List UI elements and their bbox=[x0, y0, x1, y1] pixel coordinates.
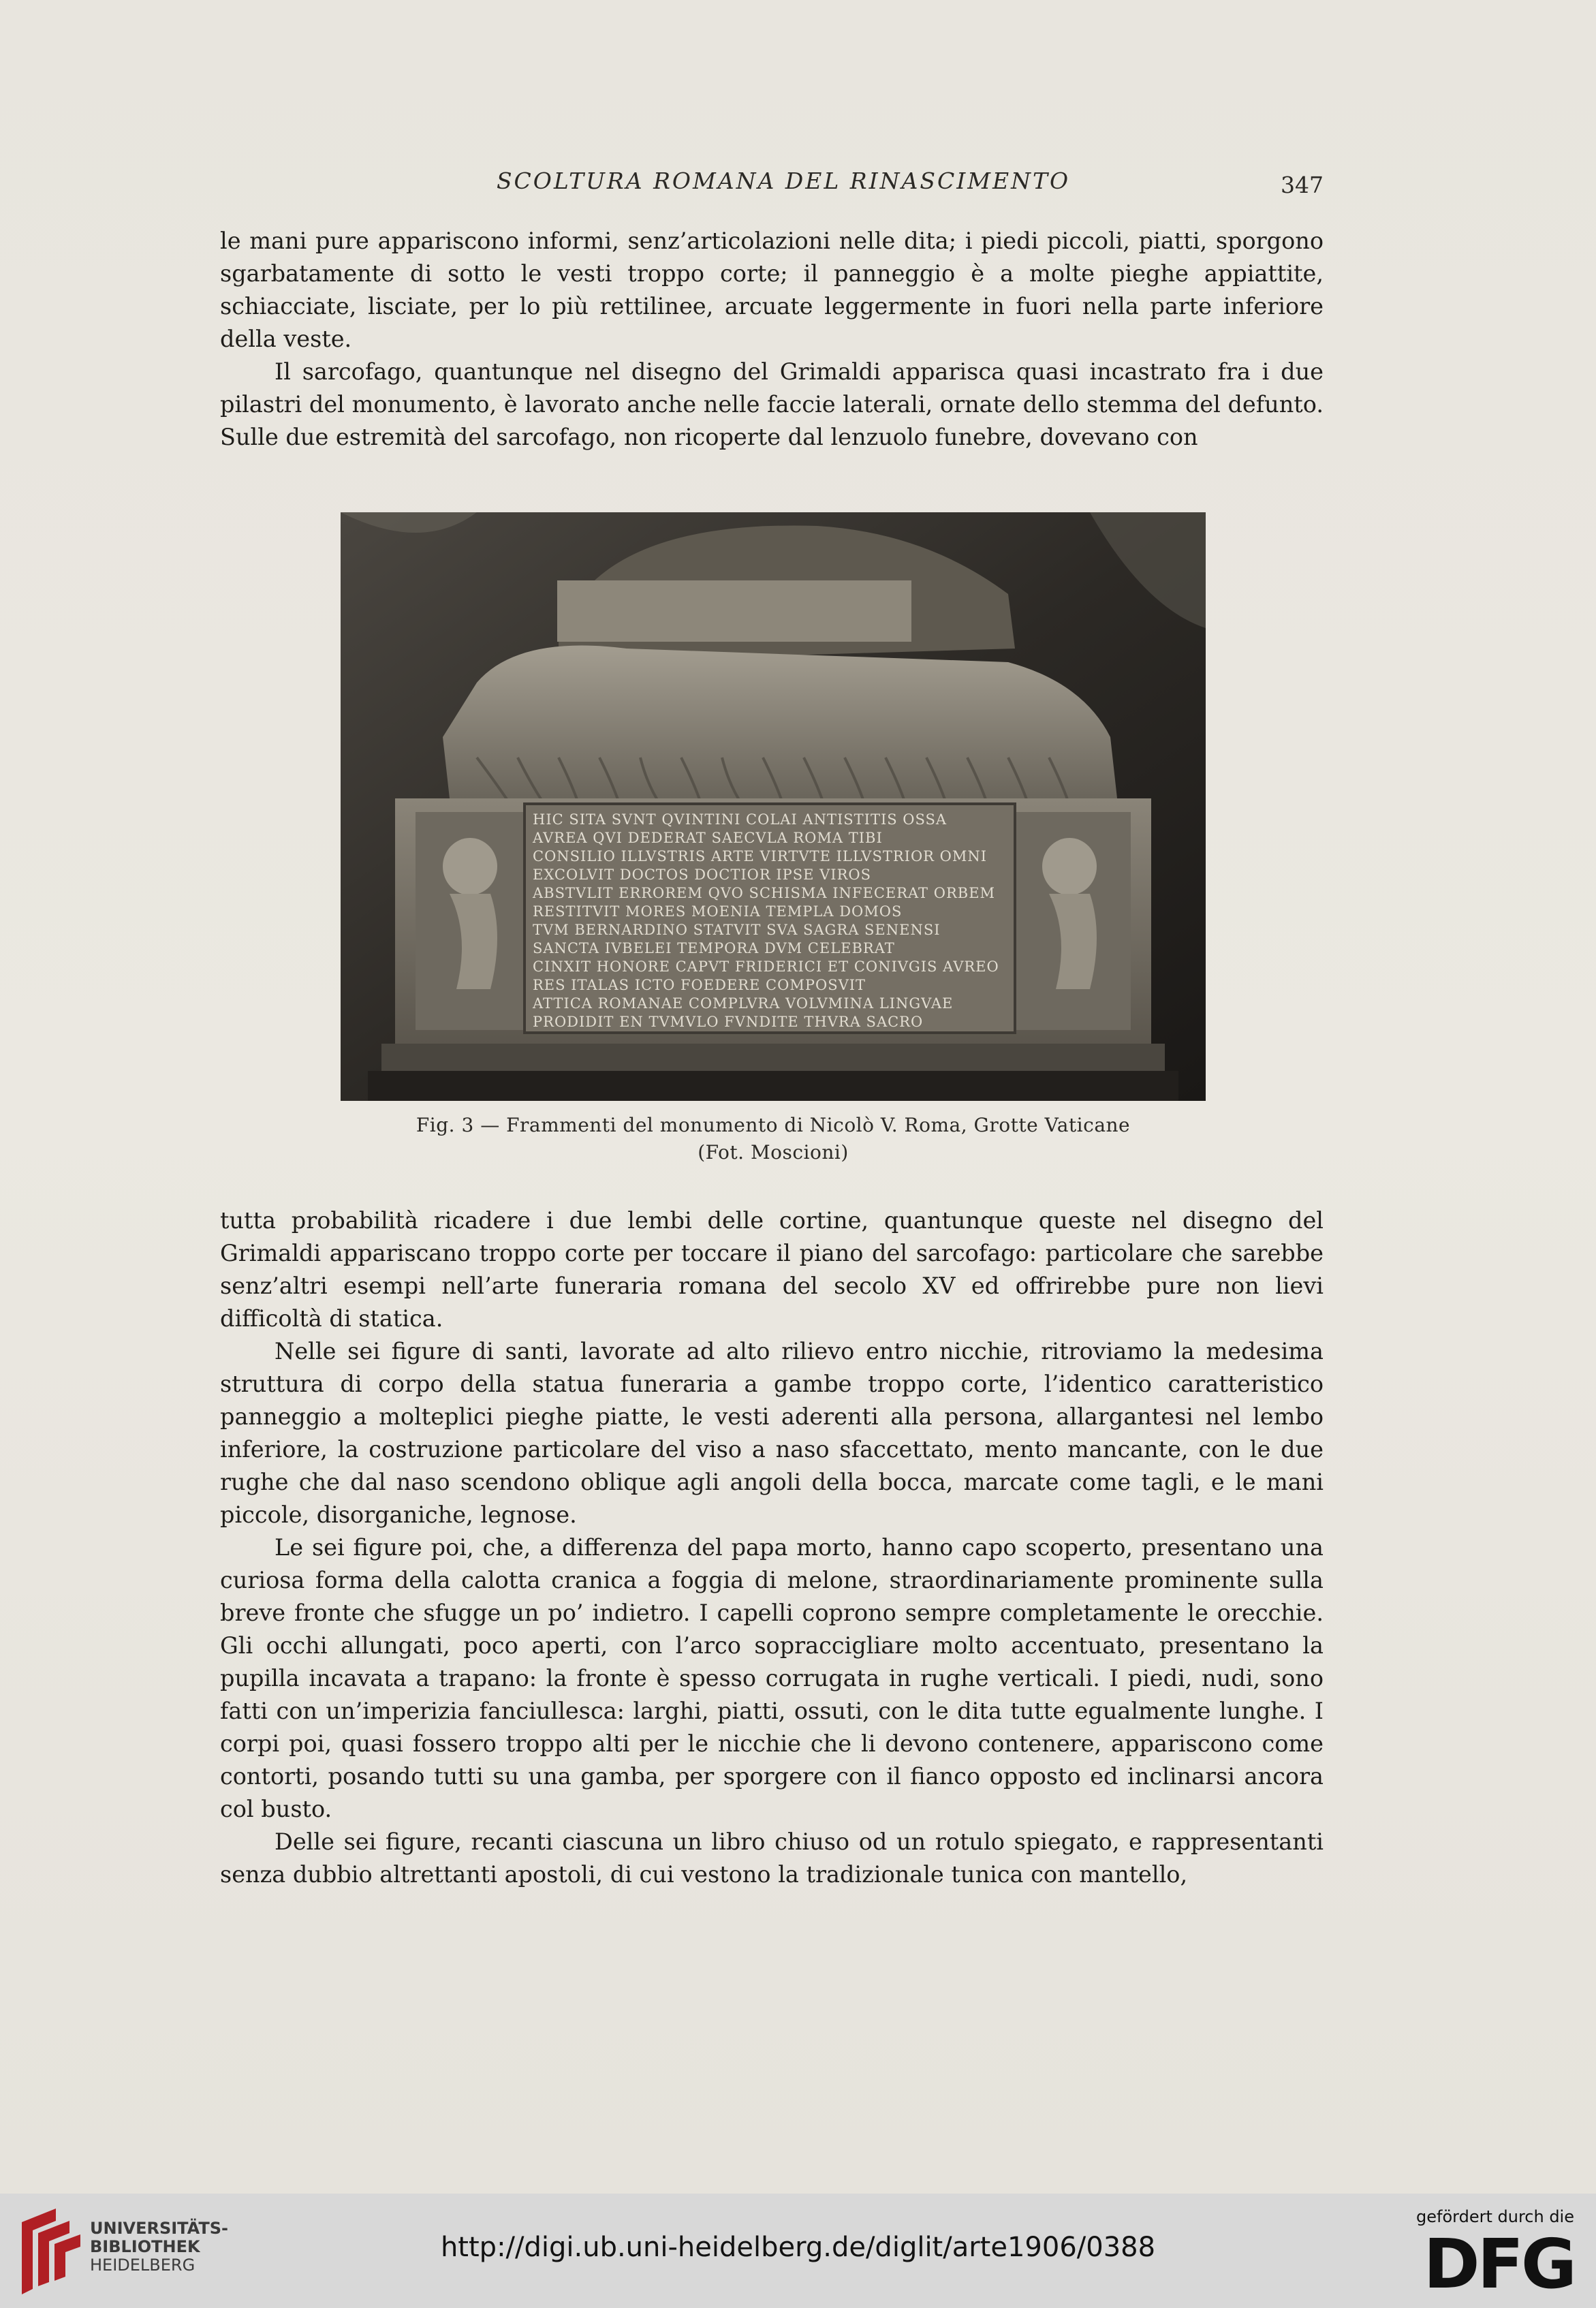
body-text-bottom bbox=[220, 1204, 1324, 1891]
digitization-footer bbox=[0, 2194, 1596, 2308]
library-name: UNIVERSITÄTS- BIBLIOTHEK HEIDELBERG bbox=[90, 2219, 229, 2275]
caption-line: Fig. 3 — Frammenti del monumento di Nicolò V. Roma, Grotte Vaticane bbox=[416, 1114, 1131, 1136]
photo-credit: (Fot. Moscioni) bbox=[698, 1141, 849, 1164]
paragraph: Nelle sei figure di santi, lavorate ad alto rilievo entro nicchie, ritroviamo la medesima struttura di corpo della statua funeraria a gambe troppo corte, l’identico caratteristico panneggio a molteplici pieghe piatte, le vesti aderenti alla persona, allargantesi nel lembo inferiore, la costruzione particolare del viso a naso sfaccettato, mento mancante, con le due rughe che dal naso scendono oblique agli angoli della bocca, marcate come tagli, e le mani piccole, disorganiche, legnose. bbox=[220, 1338, 1324, 1528]
inscription-line: RESTITVIT MORES MOENIA TEMPLA DOMOS bbox=[533, 903, 903, 920]
paragraph: Le sei figure poi, che, a differenza del papa morto, hanno capo scoperto, presentano una curiosa forma della calotta cranica a foggia di melone, straordinariamente prominente sulla breve fronte che sfugge un po’ indietro. I capelli coprono sempre completamente le orecchie. Gli occhi allungati, poco aperti, con l’arco sopraccigliare molto accentuato, presentano la pupilla incavata a trapano: la fronte è spesso corrugata in rughe verticali. I piedi, nudi, sono fatti con un’imperizia fanciullesca: larghi, piatti, ossuti, con le dita tutte egualmente lunghe. I corpi poi, quasi fossero troppo alti per le nicchie che li devono contenere, appariscono come contorti, posando tutti su una gamba, per sporgere con il fianco opposto ed inclinarsi ancora col busto. bbox=[220, 1534, 1324, 1822]
paragraph: Il sarcofago, quantunque nel disegno del Grimaldi apparisca quasi incastrato fra i due pilastri del monumento, è lavorato anche nelle faccie laterali, ornate dello stemma del defunto. Sulle due estremità del sarcofago, non ricoperte dal lenzuolo funebre, dovevano con bbox=[220, 358, 1324, 450]
permalink-url[interactable]: http://digi.ub.uni-heidelberg.de/diglit/arte1906/0388 bbox=[440, 2232, 1156, 2263]
inscription-line: ABSTVLIT ERROREM QVO SCHISMA INFECERAT ORBEM bbox=[533, 885, 996, 901]
inscription-line: PRODIDIT EN TVMVLO FVNDITE THVRA SACRO bbox=[533, 1014, 924, 1030]
inscription-line: RES ITALAS ICTO FOEDERE COMPOSVIT bbox=[533, 977, 866, 993]
dfg-logo[interactable]: DFG bbox=[1423, 2224, 1574, 2304]
body-text-top bbox=[220, 225, 1324, 454]
effigy-bier bbox=[557, 580, 911, 642]
inscription-line: SANCTA IVBELEI TEMPORA DVM CELEBRAT bbox=[533, 940, 895, 956]
sarcophagus-photo bbox=[341, 512, 1206, 1101]
inscription-line: HIC SITA SVNT QVINTINI COLAI ANTISTITIS OSSA bbox=[533, 811, 948, 828]
page-number: 347 bbox=[1281, 172, 1324, 198]
paragraph: le mani pure appariscono informi, senz’articolazioni nelle dita; i piedi piccoli, piatti, sporgono sgarbatamente di sotto le vesti troppo corte; il panneggio è a molte pieghe appiattite, schiacciate, lisciate, per lo più rettilinee, arcuate leggermente in fuori nella parte inferiore della veste. bbox=[220, 228, 1324, 352]
inscription-line: EXCOLVIT DOCTOS DOCTIOR IPSE VIROS bbox=[533, 867, 872, 883]
inscription-line: TVM BERNARDINO STATVIT SVA SAGRA SENENSI bbox=[533, 922, 941, 938]
sarcophagus-base bbox=[381, 1044, 1165, 1071]
running-title: SCOLTURA ROMANA DEL RINASCIMENTO bbox=[496, 168, 1071, 194]
funding-label: gefördert durch die bbox=[1416, 2207, 1574, 2226]
inscription-line: ATTICA ROMANAE COMPLVRA VOLVMINA LINGVAE bbox=[533, 995, 954, 1012]
inscription-line: AVREA QVI DEDERAT SAECVLA ROMA TIBI bbox=[533, 830, 883, 846]
funding-notice bbox=[1416, 2207, 1574, 2304]
paragraph: Delle sei figure, recanti ciascuna un libro chiuso od un rotulo spiegato, e rappresentanti senza dubbio altrettanti apostoli, di cui vestono la tradizionale tunica con mantello, bbox=[220, 1828, 1324, 1888]
figure-caption bbox=[341, 1112, 1206, 1166]
paragraph: tutta probabilità ricadere i due lembi delle cortine, quantunque queste nel disegno del Grimaldi appariscano troppo corte per toccare il piano del sarcofago: particolare che sarebbe senz’altri esempi nell’arte funeraria romana del secolo XV ed offrirebbe pure non lievi difficoltà di statica. bbox=[220, 1207, 1324, 1332]
sarcophagus-photo-image bbox=[341, 512, 1206, 1101]
inscription-line: CINXIT HONORE CAPVT FRIDERICI ET CONIVGIS AVREO bbox=[533, 958, 999, 975]
inscription-line: CONSILIO ILLVSTRIS ARTE VIRTVTE ILLVSTRIOR OMNI bbox=[533, 848, 988, 864]
